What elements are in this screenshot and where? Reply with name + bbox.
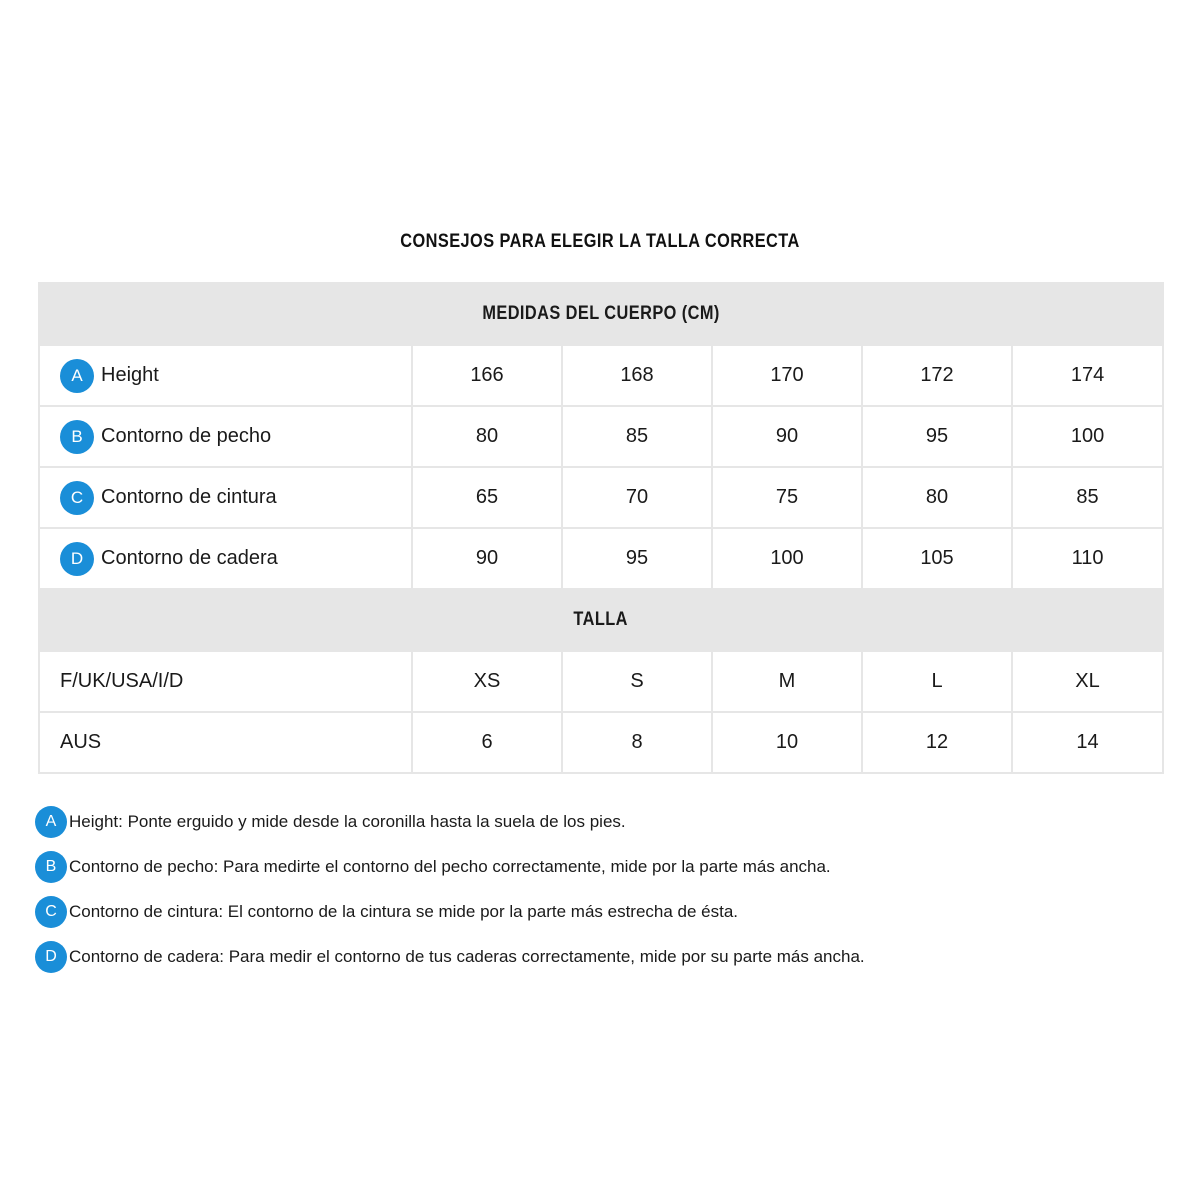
size-header-text: TALLA — [573, 609, 629, 630]
note-text: Contorno de cadera: Para medir el contorno de tus caderas correctamente, mide por su parte más ancha. — [69, 947, 865, 966]
table-cell: XL — [1012, 651, 1163, 712]
row-label-cell — [39, 651, 412, 712]
table-cell: 172 — [862, 345, 1012, 406]
body-measurements-header-text: MEDIDAS DEL CUERPO (CM) — [482, 303, 720, 324]
measurement-notes — [35, 806, 1175, 986]
table-cell: L — [862, 651, 1012, 712]
table-cell: 95 — [562, 528, 712, 589]
table-cell: 100 — [1012, 406, 1163, 467]
table-row-height — [39, 345, 1163, 406]
table-cell: XS — [412, 651, 562, 712]
note-waist — [35, 896, 1175, 928]
table-cell: 110 — [1012, 528, 1163, 589]
row-label: AUS — [60, 731, 102, 753]
table-cell: 105 — [862, 528, 1012, 589]
table-cell: 12 — [862, 712, 1012, 773]
badge-c: C — [35, 896, 67, 928]
table-row-waist — [39, 467, 1163, 528]
row-label: Contorno de cadera — [101, 547, 278, 569]
size-chart-table — [38, 282, 1164, 774]
body-measurements-header-row — [39, 283, 1163, 345]
row-label-cell — [39, 528, 412, 589]
page-title: CONSEJOS PARA ELEGIR LA TALLA CORRECTA — [400, 231, 800, 252]
note-text: Height: Ponte erguido y mide desde la coronilla hasta la suela de los pies. — [69, 812, 626, 831]
table-cell: 14 — [1012, 712, 1163, 773]
row-label-cell — [39, 467, 412, 528]
row-label: Contorno de pecho — [101, 425, 272, 447]
note-height — [35, 806, 1175, 838]
badge-a: A — [60, 359, 94, 393]
table-cell: 168 — [562, 345, 712, 406]
table-cell: 100 — [712, 528, 862, 589]
table-cell: 90 — [712, 406, 862, 467]
badge-b: B — [60, 420, 94, 454]
table-cell: 80 — [862, 467, 1012, 528]
badge-a: A — [35, 806, 67, 838]
table-cell: 85 — [1012, 467, 1163, 528]
note-chest — [35, 851, 1175, 883]
table-cell: 95 — [862, 406, 1012, 467]
note-hip — [35, 941, 1175, 973]
table-row-eu-sizes — [39, 651, 1163, 712]
table-row-hip — [39, 528, 1163, 589]
table-cell: 6 — [412, 712, 562, 773]
row-label-cell — [39, 345, 412, 406]
size-header-row — [39, 589, 1163, 651]
table-cell: 166 — [412, 345, 562, 406]
note-text: Contorno de pecho: Para medirte el contorno del pecho correctamente, mide por la parte más ancha. — [69, 857, 831, 876]
note-text: Contorno de cintura: El contorno de la cintura se mide por la parte más estrecha de ésta. — [69, 902, 739, 921]
table-cell: 75 — [712, 467, 862, 528]
row-label: Height — [101, 364, 159, 386]
table-cell: S — [562, 651, 712, 712]
table-row-aus-sizes — [39, 712, 1163, 773]
table-cell: 90 — [412, 528, 562, 589]
badge-d: D — [60, 542, 94, 576]
table-cell: 65 — [412, 467, 562, 528]
body-measurements-header — [39, 283, 1163, 345]
badge-b: B — [35, 851, 67, 883]
table-cell: 8 — [562, 712, 712, 773]
table-row-chest — [39, 406, 1163, 467]
table-cell: 10 — [712, 712, 862, 773]
row-label-cell — [39, 712, 412, 773]
table-cell: 85 — [562, 406, 712, 467]
table-cell: M — [712, 651, 862, 712]
badge-c: C — [60, 481, 94, 515]
table-cell: 174 — [1012, 345, 1163, 406]
row-label: Contorno de cintura — [101, 486, 277, 508]
badge-d: D — [35, 941, 67, 973]
row-label-cell — [39, 406, 412, 467]
size-header — [39, 589, 1163, 651]
row-label: F/UK/USA/I/D — [60, 670, 184, 692]
table-cell: 80 — [412, 406, 562, 467]
table-cell: 170 — [712, 345, 862, 406]
table-cell: 70 — [562, 467, 712, 528]
